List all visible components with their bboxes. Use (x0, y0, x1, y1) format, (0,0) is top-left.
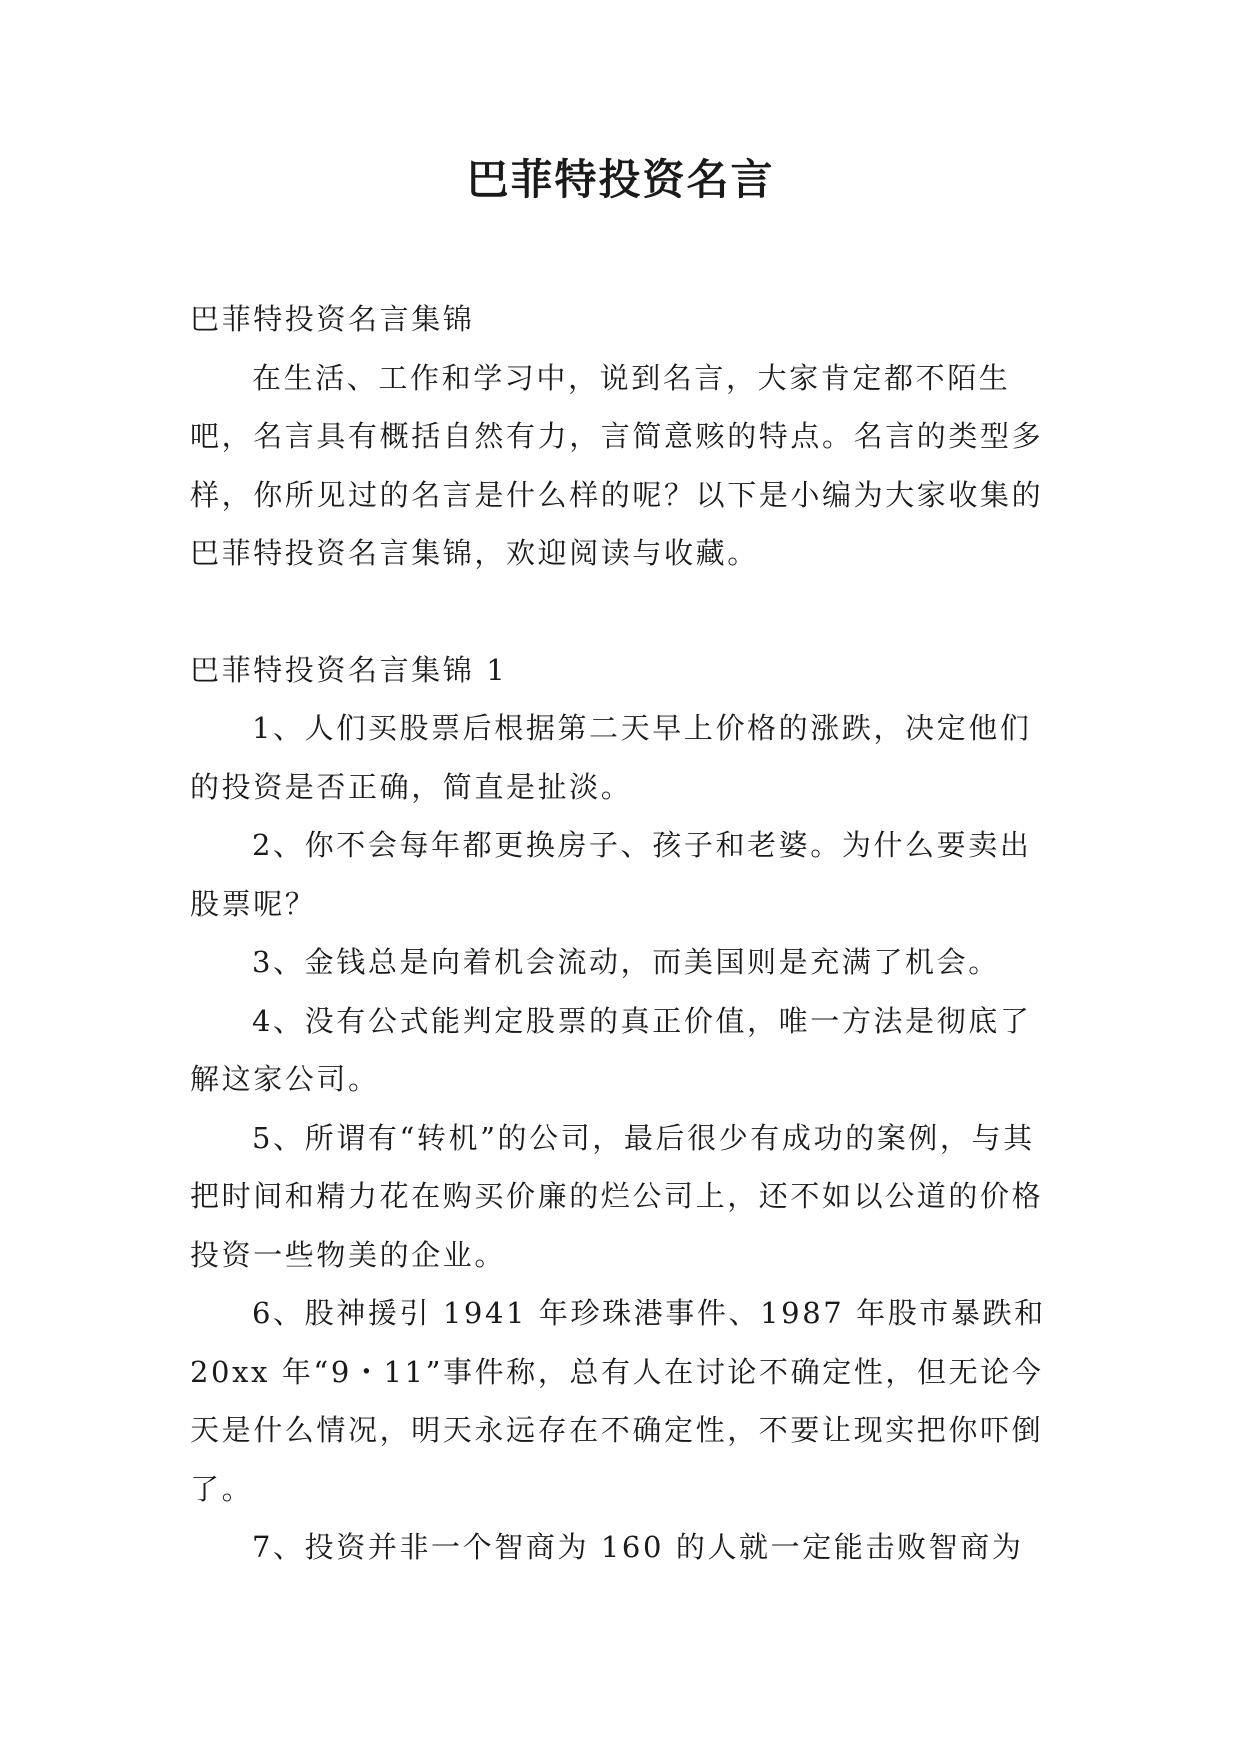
quote-paragraph-1: 1、人们买股票后根据第二天早上价格的涨跌，决定他们的投资是否正确，简直是扯淡。 (190, 711, 1032, 804)
section-heading: 巴菲特投资名言集锦 1 (190, 652, 508, 687)
paragraph-spacer (190, 583, 1056, 641)
document-subtitle: 巴菲特投资名言集锦 (190, 302, 475, 336)
quote-paragraph-4: 4、没有公式能判定股票的真正价值，唯一方法是彻底了解这家公司。 (190, 1003, 1032, 1096)
intro-paragraph: 在生活、工作和学习中，说到名言，大家肯定都不陌生吧，名言具有概括自然有力，言简意赅的特点。名言的类型多样，你所见过的名言是什么样的呢？以下是小编为大家收集的巴菲特投资名言集锦，欢迎阅读与收藏。 (190, 360, 1044, 570)
quote-paragraph-5: 5、所谓有“转机”的公司，最后很少有成功的案例，与其把时间和精力花在购买价廉的烂公司上，还不如以公道的价格投资一些物美的企业。 (190, 1120, 1044, 1272)
document-title: 巴菲特投资名言 (466, 155, 775, 204)
quote-paragraph-2: 2、你不会每年都更换房子、孩子和老婆。为什么要卖出股票呢？ (190, 828, 1032, 921)
quote-paragraph-3: 3、金钱总是向着机会流动，而美国则是充满了机会。 (252, 945, 1000, 979)
document-body (190, 290, 1056, 1577)
quote-paragraph-6: 6、股神援引 1941 年珍珠港事件、1987 年股市暴跌和 20xx 年“9・11”事件称，总有人在讨论不确定性，但无论今天是什么情况，明天永远存在不确定性，不要让现实把你吓倒了。 (190, 1296, 1046, 1506)
quote-paragraph-7: 7、投资并非一个智商为 160 的人就一定能击败智商为 (252, 1530, 1024, 1564)
